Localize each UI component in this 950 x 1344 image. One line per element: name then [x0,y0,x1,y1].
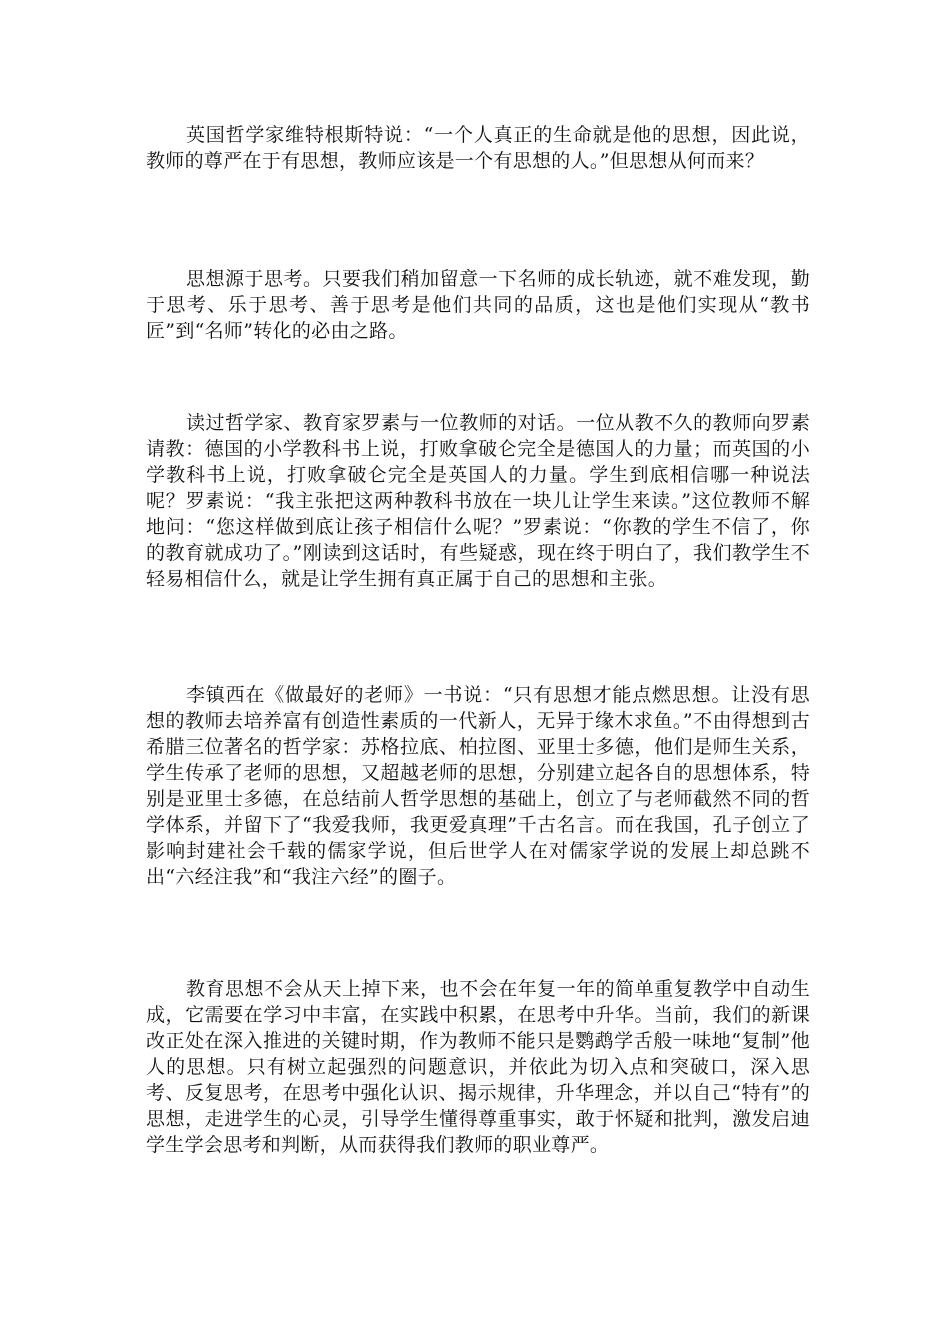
paragraph-russell-dialogue: 读过哲学家、教育家罗素与一位教师的对话。一位从教不久的教师向罗素请教：德国的小学教科书上说，打败拿破仑完全是德国人的力量；而英国的小学教科书上说，打败拿破仑完全是英国人的力量。学生到底相信哪一种说法呢？罗素说：“我主张把这两种教科书放在一块儿让学生来读。”这位教师不解地问：“您这样做到底让孩子相信什么呢？”罗素说：“你教的学生不信了，你的教育就成功了。”刚读到这话时，有些疑惑，现在终于明白了，我们教学生不轻易相信什么，就是让学生拥有真正属于自己的思想和主张。 [146,412,810,590]
paragraph-philosophy-quote: 英国哲学家维特根斯特说：“一个人真正的生命就是他的思想，因此说，教师的尊严在于有思想，教师应该是一个有思想的人。”但思想从何而来？ [146,124,810,172]
paragraph-thinking-origin: 思想源于思考。只要我们稍加留意一下名师的成长轨迹，就不难发现，勤于思考、乐于思考、善于思考是他们共同的品质，这也是他们实现从“教书匠”到“名师”转化的必由之路。 [146,268,810,342]
paragraph-li-zhenxi-quote: 李镇西在《做最好的老师》一书说：“只有思想才能点燃思想。让没有思想的教师去培养富有创造性素质的一代新人，无异于缘木求鱼。”不由得想到古希腊三位著名的哲学家：苏格拉底、柏拉图、亚里士多德，他们是师生关系，学生传承了老师的思想，又超越老师的思想，分别建立起各自的思想体系，特别是亚里士多德，在总结前人哲学思想的基础上，创立了与老师截然不同的哲学体系，并留下了“我爱我师，我更爱真理”千古名言。而在我国，孔子创立了影响封建社会千载的儒家学说，但后世学人在对儒家学说的发展上却总跳不出“六经注我”和“我注六经”的圈子。 [146,684,810,888]
paragraph-conclusion: 教育思想不会从天上掉下来，也不会在年复一年的简单重复教学中自动生成，它需要在学习中丰富，在实践中积累，在思考中升华。当前，我们的新课改正处在深入推进的关键时期，作为教师不能只是鹦鹉学舌般一味地“复制”他人的思想。只有树立起强烈的问题意识，并依此为切入点和突破口，深入思考、反复思考，在思考中强化认识、揭示规律，升华理念，并以自己“特有”的思想，走进学生的心灵，引导学生懂得尊重事实，敢于怀疑和批判，激发启迪学生学会思考和判断，从而获得我们教师的职业尊严。 [146,978,810,1156]
